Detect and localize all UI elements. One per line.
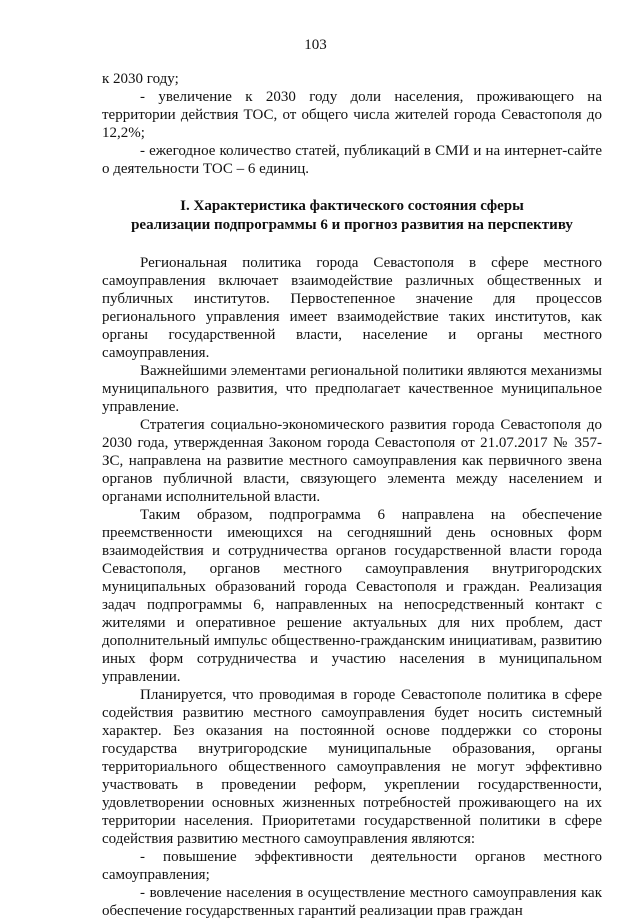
section-heading: [102, 197, 602, 235]
section-heading-line: реализации подпрограммы 6 и прогноз развития на перспективу: [131, 217, 573, 233]
paragraph: Важнейшими элементами региональной политики являются механизмы муниципального развития, что предполагает качественное муниципальное управление.: [102, 363, 602, 415]
document-body: [102, 70, 602, 920]
paragraph: Планируется, что проводимая в городе Севастополе политика в сфере содействия развитию местного самоуправления будет носить системный характер. Без оказания на постоянной основе поддержки со стороны государства внутригородские муниципальные образования, органы территориального общественного самоуправления не могут эффективно участвовать в проведении реформ, укреплении государственности, удовлетворении основных жизненных потребностей проживающего на их территории населения. Приоритетами государственной политики в сфере содействия развитию местного самоуправления являются:: [102, 687, 602, 847]
list-item: - вовлечение населения в осуществление местного самоуправления как обеспечение государственных гарантий реализации прав граждан: [102, 885, 602, 919]
paragraph: Региональная политика города Севастополя в сфере местного самоуправления включает взаимодействие различных общественных и публичных институтов. Первостепенное значение для процессов регионального управления имеет взаимодействие таких институтов, как органы государственной власти, население и органы местного самоуправления.: [102, 255, 602, 361]
intro-line: к 2030 году;: [102, 71, 179, 87]
list-item: - повышение эффективности деятельности органов местного самоуправления;: [102, 849, 602, 883]
list-item: - увеличение к 2030 году доли населения, проживающего на территории действия ТОС, от общего числа жителей города Севастополя до 12,2%;: [102, 89, 602, 141]
paragraph: Стратегия социально-экономического развития города Севастополя до 2030 года, утвержденная Законом города Севастополя от 21.07.2017 № 357-ЗС, направлена на развитие местного самоуправления как первичного звена органов публичной власти, связующего элемента между населением и органами исполнительной власти.: [102, 417, 602, 505]
paragraph: Таким образом, подпрограмма 6 направлена на обеспечение преемственности имеющихся на сегодняшний день основных форм взаимодействия и сотрудничества органов государственной власти города Севастополя, органов местного самоуправления внутригородских муниципальных образований города Севастополя и граждан. Реализация задач подпрограммы 6, направленных на непосредственный контакт с жителями и оперативное решение актуальных для них проблем, даст дополнительный импульс общественно-гражданским инициативам, развитию иных форм сотрудничества и участию населения в муниципальном управлении.: [102, 507, 602, 685]
page-number: 103: [304, 37, 327, 53]
list-item: - ежегодное количество статей, публикаций в СМИ и на интернет-сайте о деятельности ТОС – 6 единиц.: [102, 143, 602, 177]
section-heading-line: I. Характеристика фактического состояния сферы: [180, 198, 524, 214]
